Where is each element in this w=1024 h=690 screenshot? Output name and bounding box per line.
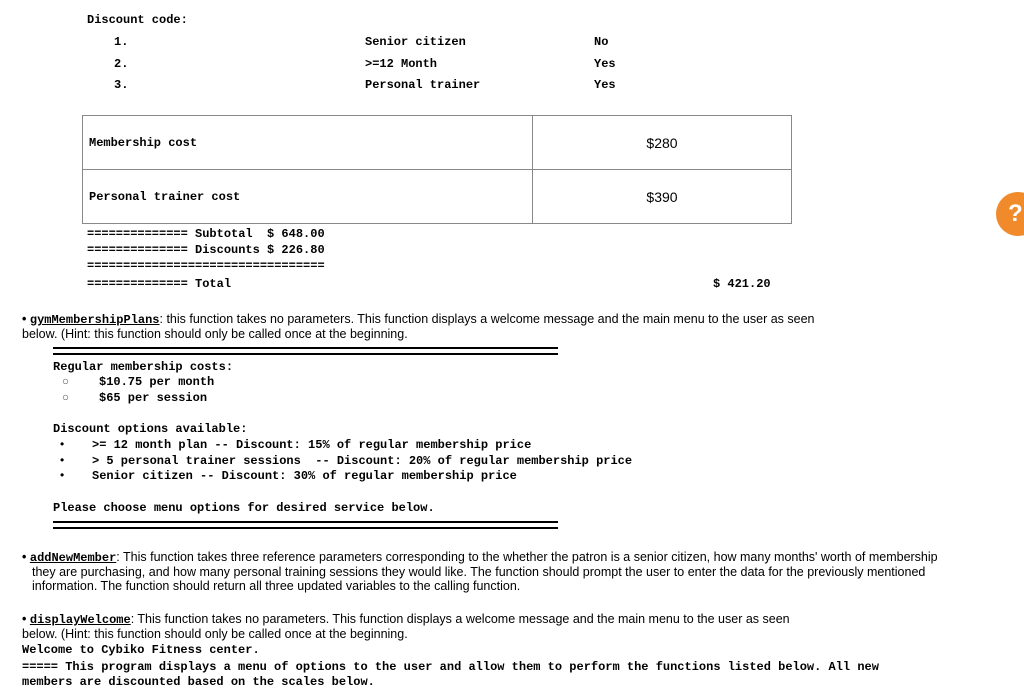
- display-welcome-text: : This function takes no parameters. This function displays a welcome message and the main menu to the user as seen: [130, 612, 790, 626]
- gym-plans-function-link[interactable]: gymMembershipPlans: [29, 313, 160, 327]
- circle-bullet-icon: ○: [62, 375, 70, 389]
- help-button[interactable]: ?: [996, 192, 1024, 236]
- menu-bottom-rule: [53, 521, 558, 529]
- regular-cost-item: $10.75 per month: [99, 375, 215, 389]
- discount-row-label: >=12 Month: [365, 57, 438, 71]
- discount-row-value: Yes: [594, 57, 616, 71]
- add-member-text: : This function takes three reference parameters corresponding to the whether the patron is a senior citizen, how many months' worth of membership: [116, 550, 938, 564]
- bullet: •: [22, 312, 27, 326]
- totals-rule: =================================: [87, 259, 325, 273]
- bullet: •: [22, 550, 27, 564]
- discount-row-value: No: [594, 35, 609, 49]
- gym-plans-text: below. (Hint: this function should only be called once at the beginning.: [22, 327, 408, 341]
- discount-row-label: Senior citizen: [365, 35, 466, 49]
- bullet-icon: •: [60, 437, 65, 451]
- discounts-line: ============== Discounts $ 226.80: [87, 243, 325, 257]
- bullet-icon: •: [60, 468, 65, 482]
- display-welcome-text: below. (Hint: this function should only be called once at the beginning.: [22, 627, 408, 641]
- discount-option-item: > 5 personal trainer sessions -- Discount: 20% of regular membership price: [92, 454, 633, 468]
- discount-option-item: Senior citizen -- Discount: 30% of regular membership price: [92, 469, 517, 483]
- program-description-line: ===== This program displays a menu of options to the user and allow them to perform the functions listed below. All new: [22, 660, 879, 674]
- regular-cost-item: $65 per session: [99, 391, 208, 405]
- discount-row-label: Personal trainer: [365, 78, 481, 92]
- discount-row-num: 3.: [114, 78, 129, 92]
- display-welcome-function-link[interactable]: displayWelcome: [29, 613, 131, 627]
- add-member-text: they are purchasing, and how many personal training sessions they would like. The function should prompt the user to enter the data for the previously mentioned: [32, 565, 926, 579]
- cost-value: $390: [533, 170, 792, 224]
- table-row: [83, 116, 792, 170]
- total-value: $ 421.20: [713, 277, 771, 291]
- gym-plans-paragraph: [22, 312, 1012, 341]
- bullet-icon: •: [60, 453, 65, 467]
- discount-options-heading: Discount options available:: [53, 422, 248, 436]
- choose-options-text: Please choose menu options for desired service below.: [53, 501, 435, 515]
- discount-row-num: 2.: [114, 57, 129, 71]
- bullet: •: [22, 612, 27, 626]
- cost-label: Personal trainer cost: [83, 170, 533, 224]
- add-member-text: information. The function should return all three updated variables to the calling function.: [32, 579, 521, 593]
- discount-row-value: Yes: [594, 78, 616, 92]
- cost-value: $280: [533, 116, 792, 170]
- menu-top-rule: [53, 347, 558, 355]
- cost-table: [82, 115, 792, 224]
- cost-label: Membership cost: [83, 116, 533, 170]
- add-member-function-link[interactable]: addNewMember: [29, 551, 117, 565]
- discount-code-heading: Discount code:: [87, 13, 188, 27]
- circle-bullet-icon: ○: [62, 391, 70, 405]
- add-member-paragraph: [22, 550, 1012, 593]
- discount-option-item: >= 12 month plan -- Discount: 15% of regular membership price: [92, 438, 532, 452]
- program-description-line: members are discounted based on the scales below.: [22, 675, 375, 689]
- total-line: ============== Total: [87, 277, 232, 291]
- welcome-line: Welcome to Cybiko Fitness center.: [22, 643, 260, 657]
- regular-costs-heading: Regular membership costs:: [53, 360, 234, 374]
- display-welcome-paragraph: [22, 612, 1012, 641]
- subtotal-line: ============== Subtotal $ 648.00: [87, 227, 325, 241]
- discount-row-num: 1.: [114, 35, 129, 49]
- table-row: [83, 170, 792, 224]
- gym-plans-text: : this function takes no parameters. This function displays a welcome message and the main menu to the user as seen: [159, 312, 815, 326]
